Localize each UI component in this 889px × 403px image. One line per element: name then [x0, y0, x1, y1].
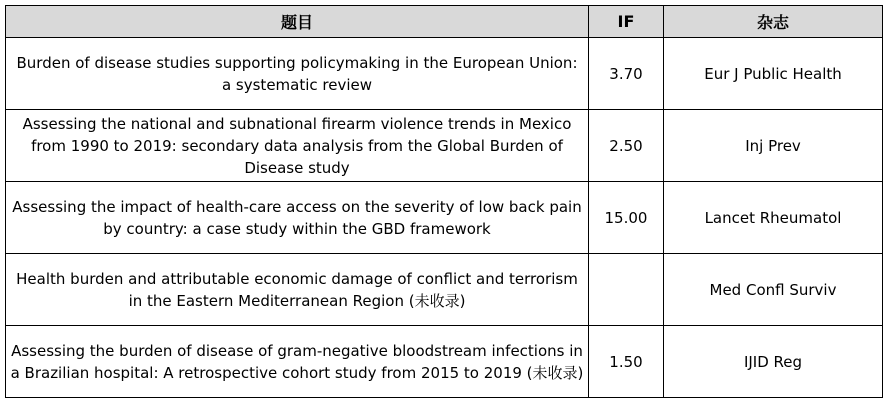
title-cell: Assessing the impact of health-care access on the severity of low back pain by country: a case study within the GBD framework	[6, 182, 589, 254]
if-cell: 1.50	[589, 326, 664, 398]
if-cell: 3.70	[589, 38, 664, 110]
header-row	[6, 6, 883, 38]
journal-cell: Lancet Rheumatol	[664, 182, 883, 254]
if-cell	[589, 254, 664, 326]
journal-cell: IJID Reg	[664, 326, 883, 398]
title-cell: Health burden and attributable economic damage of conflict and terrorism in the Eastern Mediterranean Region (未收录)	[6, 254, 589, 326]
title-cell: Assessing the national and subnational firearm violence trends in Mexico from 1990 to 2019: secondary data analysis from the Global Burden of Disease study	[6, 110, 589, 182]
if-cell: 2.50	[589, 110, 664, 182]
table-row	[6, 254, 883, 326]
header-journal: 杂志	[664, 6, 883, 38]
journal-cell: Med Confl Surviv	[664, 254, 883, 326]
journal-cell: Eur J Public Health	[664, 38, 883, 110]
title-cell: Assessing the burden of disease of gram-negative bloodstream infections in a Brazilian hospital: A retrospective cohort study from 2015 to 2019 (未收录)	[6, 326, 589, 398]
table-row	[6, 38, 883, 110]
table-row	[6, 110, 883, 182]
header-if: IF	[589, 6, 664, 38]
table-row	[6, 182, 883, 254]
publication-table	[5, 5, 883, 398]
table-row	[6, 326, 883, 398]
journal-cell: Inj Prev	[664, 110, 883, 182]
if-cell: 15.00	[589, 182, 664, 254]
header-title: 题目	[6, 6, 589, 38]
title-cell: Burden of disease studies supporting policymaking in the European Union: a systematic review	[6, 38, 589, 110]
